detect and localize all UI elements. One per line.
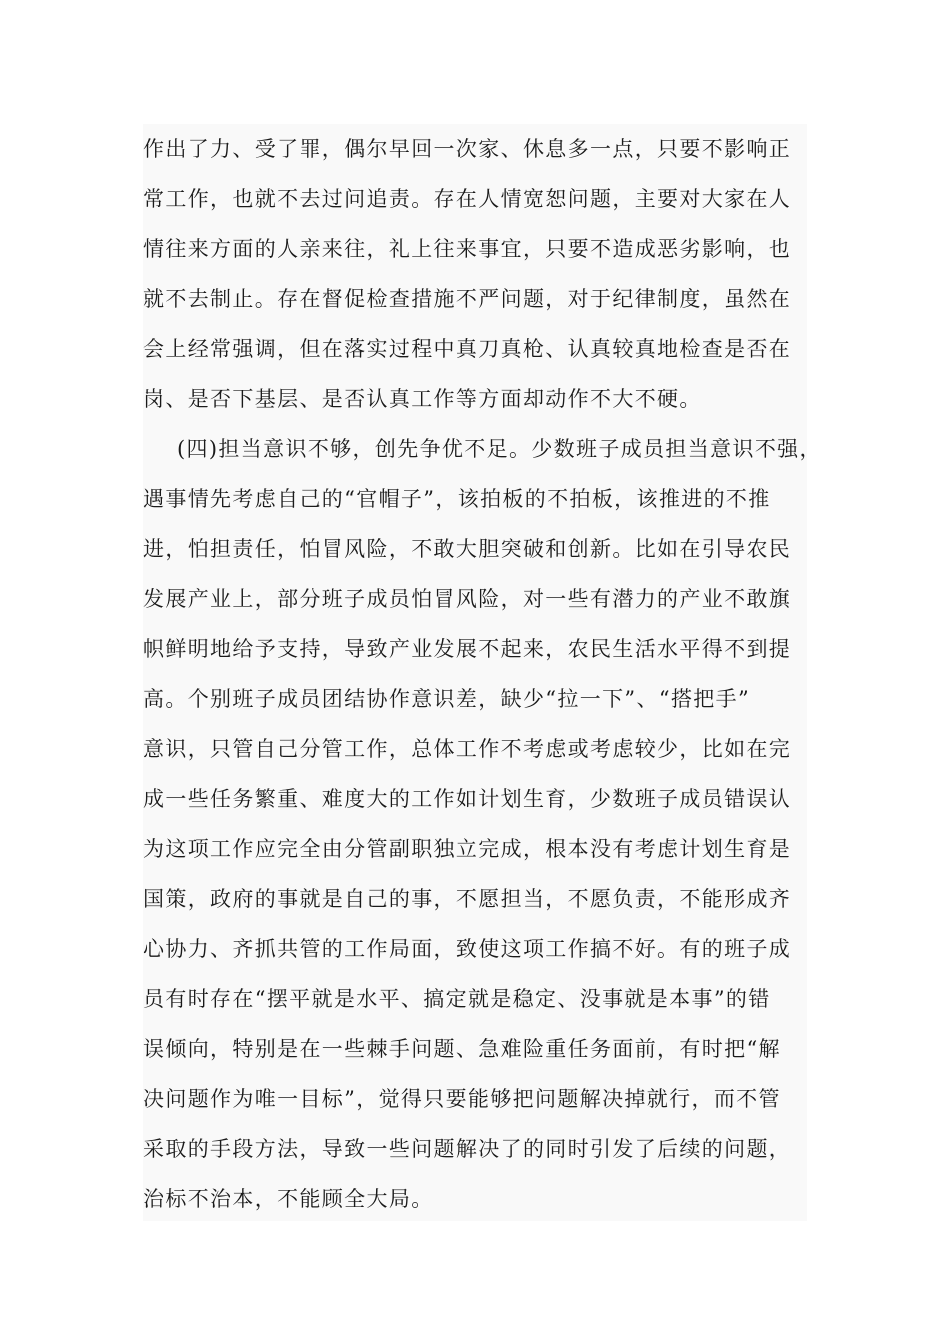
text-line: 发展产业上，部分班子成员怕冒风险，对一些有潜力的产业不敢旗 xyxy=(143,587,792,611)
text-line: 成一些任务繁重、难度大的工作如计划生育，少数班子成员错误认 xyxy=(143,787,792,811)
text-block xyxy=(143,124,822,1221)
text-line: 帜鲜明地给予支持，导致产业发展不起来，农民生活水平得不到提 xyxy=(143,637,792,661)
text-line: 进，怕担责任，怕冒风险，不敢大胆突破和创新。比如在引导农民 xyxy=(143,537,792,561)
text-line: 岗、是否下基层、是否认真工作等方面却动作不大不硬。 xyxy=(143,387,702,411)
text-line: 意识，只管自己分管工作，总体工作不考虑或考虑较少，比如在完 xyxy=(143,737,792,761)
text-line: 会上经常强调，但在落实过程中真刀真枪、认真较真地检查是否在 xyxy=(143,337,792,361)
text-line: 员有时存在“摆平就是水平、搞定就是稳定、没事就是本事”的错 xyxy=(143,987,771,1011)
text-line: 决问题作为唯一目标”，觉得只要能够把问题解决掉就行，而不管 xyxy=(143,1087,781,1111)
text-line: 遇事情先考虑自己的“官帽子”，该拍板的不拍板，该推进的不推 xyxy=(143,487,771,511)
text-line: 作出了力、受了罪，偶尔早回一次家、休息多一点，只要不影响正 xyxy=(143,137,792,161)
paragraph-heading-line: (四)担当意识不够，创先争优不足。少数班子成员担当意识不强， xyxy=(177,437,822,461)
text-line: 情往来方面的人亲来往，礼上往来事宜，只要不造成恶劣影响，也 xyxy=(143,237,792,261)
text-line: 高。个别班子成员团结协作意识差，缺少“拉一下”、“搭把手” xyxy=(143,687,751,711)
text-line: 为这项工作应完全由分管副职独立完成，根本没有考虑计划生育是 xyxy=(143,837,792,861)
text-line: 治标不治本，不能顾全大局。 xyxy=(143,1187,434,1211)
text-line: 国策，政府的事就是自己的事，不愿担当，不愿负责，不能形成齐 xyxy=(143,887,792,911)
text-line: 心协力、齐抓共管的工作局面，致使这项工作搞不好。有的班子成 xyxy=(143,937,792,961)
text-line: 常工作，也就不去过问追责。存在人情宽恕问题，主要对大家在人 xyxy=(143,187,792,211)
text-line: 就不去制止。存在督促检查措施不严问题，对于纪律制度，虽然在 xyxy=(143,287,792,311)
text-line: 采取的手段方法，导致一些问题解决了的同时引发了后续的问题， xyxy=(143,1137,792,1161)
text-line: 误倾向，特别是在一些棘手问题、急难险重任务面前，有时把“解 xyxy=(143,1037,781,1061)
